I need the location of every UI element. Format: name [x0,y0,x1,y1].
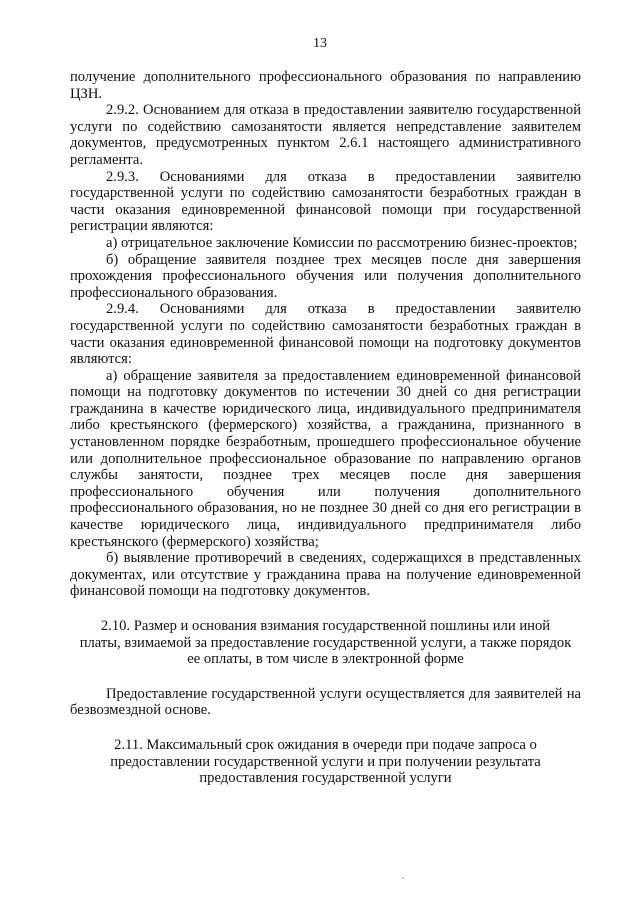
paragraph-2-10-body: Предоставление государственной услуги осуществляется для заявителей на безвозмездной основе. [70,685,581,719]
section-2-9-paragraphs [70,69,581,600]
heading-line: предоставления государственной услуги [199,770,452,787]
heading-line: предоставлении государственной услуги и при получении результата [110,753,541,770]
paragraph-2-9-2: 2.9.2. Основанием для отказа в предоставлении заявителю государственной услуги по содействию самозанятости является непредставление заявителем документов, предусмотренных пунктом 2.6.1 настоящего административного регламента. [70,102,581,168]
heading-line: ее оплаты, в том числе в электронной форме [187,651,464,668]
list-item-b: б) обращение заявителя позднее трех месяцев после дня завершения прохождения профессионального обучения или получения дополнительного профессионального образования. [70,251,581,301]
heading-line: 2.11. Максимальный срок ожидания в очереди при подаче запроса о [114,736,537,753]
page-number: 13 [313,36,327,51]
list-item-a: а) обращение заявителя за предоставлением единовременной финансовой помощи на подготовку документов по истечении 30 дней со дня регистрации гражданина в качестве юридического лица, индивидуального предпринимателя либо крестьянского (фермерского) хозяйства, а гражданина, признанного в установленном порядке безработным, прошедшего профессиональное обучение или дополнительное профессиональное образование по направлению органов службы занятости, позднее трех месяцев после дня завершения профессионального обучения или получения дополнительного профессионального образования, но не позднее 30 дней со дня его регистрации в качестве юридического лица, индивидуального предпринимателя либо крестьянского (фермерского) хозяйства; [70,367,581,550]
scan-speck [402,877,404,879]
section-heading-2-11 [70,737,581,787]
heading-line: 2.10. Размер и основания взимания государственной пошлины или иной [100,618,551,634]
paragraph: получение дополнительного профессионального образования по направлению ЦЗН. [70,69,581,102]
list-item-a: а) отрицательное заключение Комиссии по рассмотрению бизнес-проектов; [106,234,578,251]
list-item-b: б) выявление противоречий в сведениях, содержащихся в представленных документах, или отсутствие у гражданина права на получение единовременной финансовой помощи на подготовку документов. [70,550,581,600]
paragraph-2-9-3: 2.9.3. Основаниями для отказа в предоставлении заявителю государственной услуги по содействию самозанятости безработных граждан в части оказания единовременной финансовой помощи при государственной регистрации являются: [70,168,581,235]
section-heading-2-10 [70,618,581,668]
document-body [70,69,581,787]
paragraph-2-9-4: 2.9.4. Основаниями для отказа в предоставлении заявителю государственной услуги по содействию самозанятости безработных граждан в части оказания единовременной финансовой помощи на подготовку документов являются: [70,301,581,368]
heading-line: платы, взимаемой за предоставление государственной услуги, а также порядок [79,634,572,651]
